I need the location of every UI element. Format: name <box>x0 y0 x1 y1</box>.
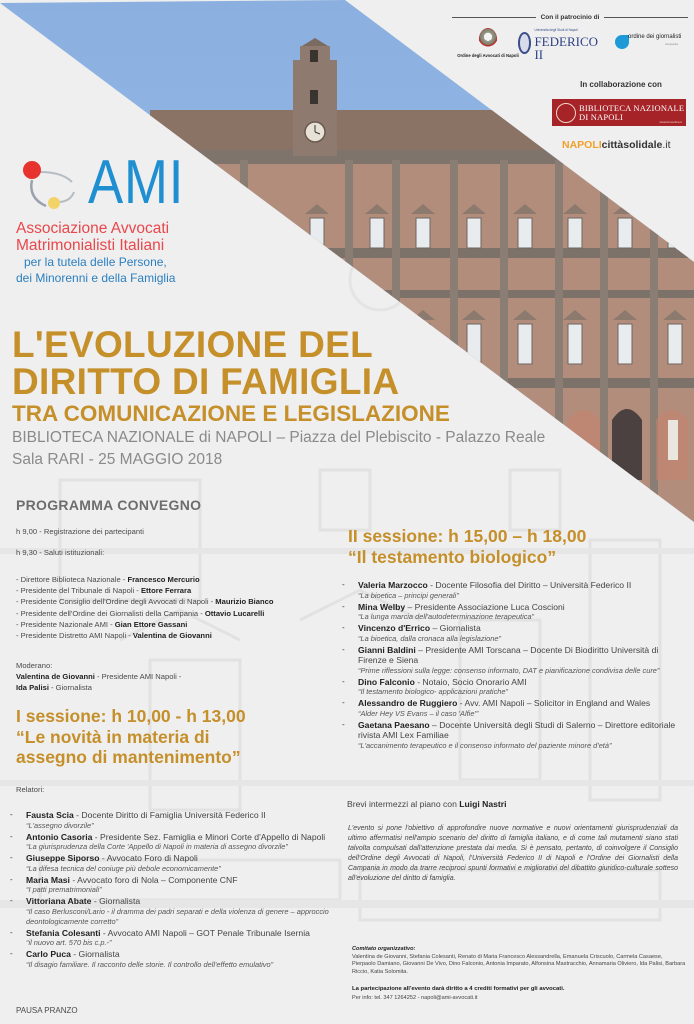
session1-speakers <box>0 810 340 971</box>
event-title-line1: L'EVOLUZIONE DEL <box>12 324 373 365</box>
moderatore: Ida Palisi - Giornalista <box>16 683 92 692</box>
divider <box>452 17 536 18</box>
logo-biblioteca-nazionale <box>552 99 686 126</box>
moderatore: Valentina de Giovanni - Presidente AMI Napoli - <box>16 672 182 681</box>
registrazione: h 9,00 - Registrazione dei partecipanti <box>16 527 144 536</box>
event-description: L'evento si pone l'obiettivo di approfondire nuove normative e nuovi orientamenti giurisprudenziali da ultimo affermatisi nell'ampio scenario del diritto di famiglia italiano, e di come tali mutamenti siano stati talvolta compulsati dall'attenzione prestata dai media. Si è pensato, pertanto, di coinvolgere il Consiglio dell'Ordine degli Avvocati di Napoli, l'Università Federico II di Napoli e l'Ordine dei Giornalisti della Campania in modo da trarre reciproci spunti formativi e migliorativi del dibattito giuridico-culturale sotteso all'evoluzione del diritto di famiglia. <box>348 825 678 882</box>
saluti-item: - Presidente Consiglio dell'Ordine degli Avvocati di Napoli - Maurizio Bianco <box>16 597 274 607</box>
speaker-item: - Maria Masi - Avvocato foro di Nola – Componente CNF “I patti prematrimoniali” <box>0 875 340 896</box>
event-subtitle: TRA COMUNICAZIONE E LEGISLAZIONE <box>12 401 450 426</box>
ami-acronym: AMI <box>88 148 185 217</box>
bnn-url: www.bnnonline.it <box>659 120 682 124</box>
session2-title: “Il testamento biologico” <box>348 547 557 567</box>
logo-napoli-citta-solidale <box>562 139 671 151</box>
logo-subtitle: Università degli Studi di Napoli <box>534 28 578 32</box>
saluti-list <box>16 574 274 641</box>
pausa-pranzo: PAUSA PRANZO <box>16 1006 78 1015</box>
saluti-item: - Presidente dell'Ordine dei Giornalisti della Campania - Ottavio Lucarelli <box>16 608 265 618</box>
ami-name-line2: Matrimonialisti Italiani <box>16 237 165 254</box>
credits-note: La partecipazione all'evento darà diritto a 4 crediti formativi per gli avvocati. <box>352 986 565 992</box>
bnn-line2: DI NAPOLI <box>579 111 624 122</box>
ami-logo-icon <box>18 158 88 214</box>
og-drop-icon <box>615 35 629 49</box>
session1-title: “Le novità in materia di assegno di mantenimento” <box>16 727 241 767</box>
saluti-item: - Presidente del Tribunale di Napoli - Ettore Ferrara <box>16 586 192 596</box>
ami-name-line1: Associazione Avvocati <box>16 220 170 237</box>
university-seal-icon <box>518 32 531 54</box>
logo-ordine-avvocati <box>456 28 520 58</box>
bnn-monogram-icon <box>556 103 576 123</box>
speaker-item: - Carlo Puca - Giornalista “Il disagio familiare. Il racconto delle storie. Il controllo dell'effetto emulativo” <box>0 949 340 970</box>
comitato-label: Comitato organizzativo: <box>352 946 416 952</box>
speaker-item: - Valeria Marzocco - Docente Filosofia del Diritto – Università Federico II “La bioetica – principi generali” <box>332 580 686 601</box>
session2-heading: II sessione: h 15,00 – h 18,00 <box>348 526 587 546</box>
comitato-names: Valentina de Giovanni, Stefania Colesanti, Renato di Maria Francesco Alessandrella, Emanuela Criscuolo, Carmela Casaese, Pierpaolo Damiano, Giovanni De Vivo, Dino Falconio, Antonia Imparato, Alfonsina Mastracchio, Annamaria Oliviero, Ida Palisi, Barbara Riccio, Katia Solomita. <box>352 953 686 975</box>
saluti-item: - Direttore Biblioteca Nazionale - Francesco Mercurio <box>16 575 200 584</box>
session2-speakers <box>332 580 686 752</box>
contact-info: Per info: tel. 347 1264252 - napoli@ami-avvocati.it <box>352 995 478 1001</box>
ami-tagline-line1: per la tutela delle Persone, <box>24 255 167 269</box>
speaker-item: - Mina Welby – Presidente Associazione Luca Coscioni “La lunga marcia dell'autodeterminazione terapeutica” <box>332 602 686 623</box>
republic-emblem-icon <box>479 28 497 50</box>
comitato-organizzativo <box>352 946 686 976</box>
speaker-item: - Vittoriana Abate - Giornalista “Il caso Berlusconi/Lario - il dramma dei padri separati e della violenza di genere – approccio deontologicamente corretto” <box>0 896 340 927</box>
logo-federico-ii <box>518 28 598 62</box>
saluti-label: h 9,30 - Saluti istituzionali: <box>16 548 105 557</box>
speaker-item: - Dino Falconio - Notaio, Socio Onorario AMI “Il testamento biologico- applicazioni pratiche” <box>332 677 686 698</box>
intermezzi: Brevi intermezzi al piano con Luigi Nastri <box>347 799 507 809</box>
speaker-item: - Vincenzo d'Errico – Giornalista “La bioetica, dalla cronaca alla legislazione” <box>332 623 686 644</box>
moderano-label: Moderano: <box>16 661 53 670</box>
ami-tagline-line2: dei Minorenni e della Famiglia <box>16 271 176 285</box>
moderatori <box>16 660 181 693</box>
event-room-date: Sala RARI - 25 MAGGIO 2018 <box>12 451 223 468</box>
speaker-item: - Gaetana Paesano – Docente Università degli Studi di Salerno – Direttore editoriale rivista AMI Lex Familiae “L'accanimento terapeutico e il consenso informato del paziente minore d'età” <box>332 720 686 751</box>
event-venue: BIBLIOTECA NAZIONALE di NAPOLI – Piazza del Plebiscito - Palazzo Reale <box>12 429 546 446</box>
tld-part: .it <box>662 139 671 151</box>
logo-name: FEDERICO II <box>534 34 598 62</box>
programma-title: PROGRAMMA CONVEGNO <box>16 497 202 513</box>
divider <box>604 17 688 18</box>
session1-heading: I sessione: h 10,00 - h 13,00 <box>16 706 246 726</box>
citta-solidale-part: cittàsolidale <box>601 139 663 151</box>
event-title-line2: DIRITTO DI FAMIGLIA <box>12 361 400 402</box>
logo-name: ordine dei giornalisti <box>628 34 682 40</box>
logo-subtitle: campania <box>665 42 679 46</box>
speaker-item: - Fausta Scia - Docente Diritto di Famiglia Università Federico II “L'assegno divorzile” <box>0 810 340 831</box>
logo-caption: Ordine degli Avvocati di Napoli <box>457 53 519 58</box>
relatori-label: Relatori: <box>16 785 45 794</box>
saluti-item: - Presidente Nazionale AMI - Gian Ettore Gassani <box>16 619 188 629</box>
speaker-item: - Alessandro de Ruggiero - Avv. AMI Napoli – Solicitor in England and Wales “Alder Hey VS Evans – il caso 'Alfie'” <box>332 698 686 719</box>
collab-label: In collaborazione con <box>580 80 662 89</box>
speaker-item: - Stefania Colesanti - Avvocato AMI Napoli – GOT Penale Tribunale Isernia “il nuovo art. 570 bis c.p.-” <box>0 928 340 949</box>
logo-ordine-giornalisti <box>615 33 694 53</box>
saluti-item: - Presidente Distretto AMI Napoli - Valentina de Giovanni <box>16 631 212 641</box>
napoli-part: NAPOLI <box>562 139 602 151</box>
speaker-item: - Antonio Casoria - Presidente Sez. Famiglia e Minori Corte d'Appello di Napoli “La giurisprudenza della Corte 'Appello di Napoli in materia di assegno divorzile” <box>0 832 340 853</box>
speaker-item: - Gianni Baldini – Presidente AMI Torscana – Docente Di Biodiritto Università di Firenze e Siena “Prime riflessioni sulla legge: consenso informato, DAT e pianificazione condivisa delle cure” <box>332 645 686 676</box>
bnn-line1: BIBLIOTECA NAZIONALE <box>579 102 685 113</box>
patrocinio-label: Con il patrocinio di <box>540 13 600 21</box>
speaker-item: - Giuseppe Siporso - Avvocato Foro di Napoli “La difesa tecnica del coniuge più debole economicamente” <box>0 853 340 874</box>
patrocinio-header <box>452 10 688 24</box>
